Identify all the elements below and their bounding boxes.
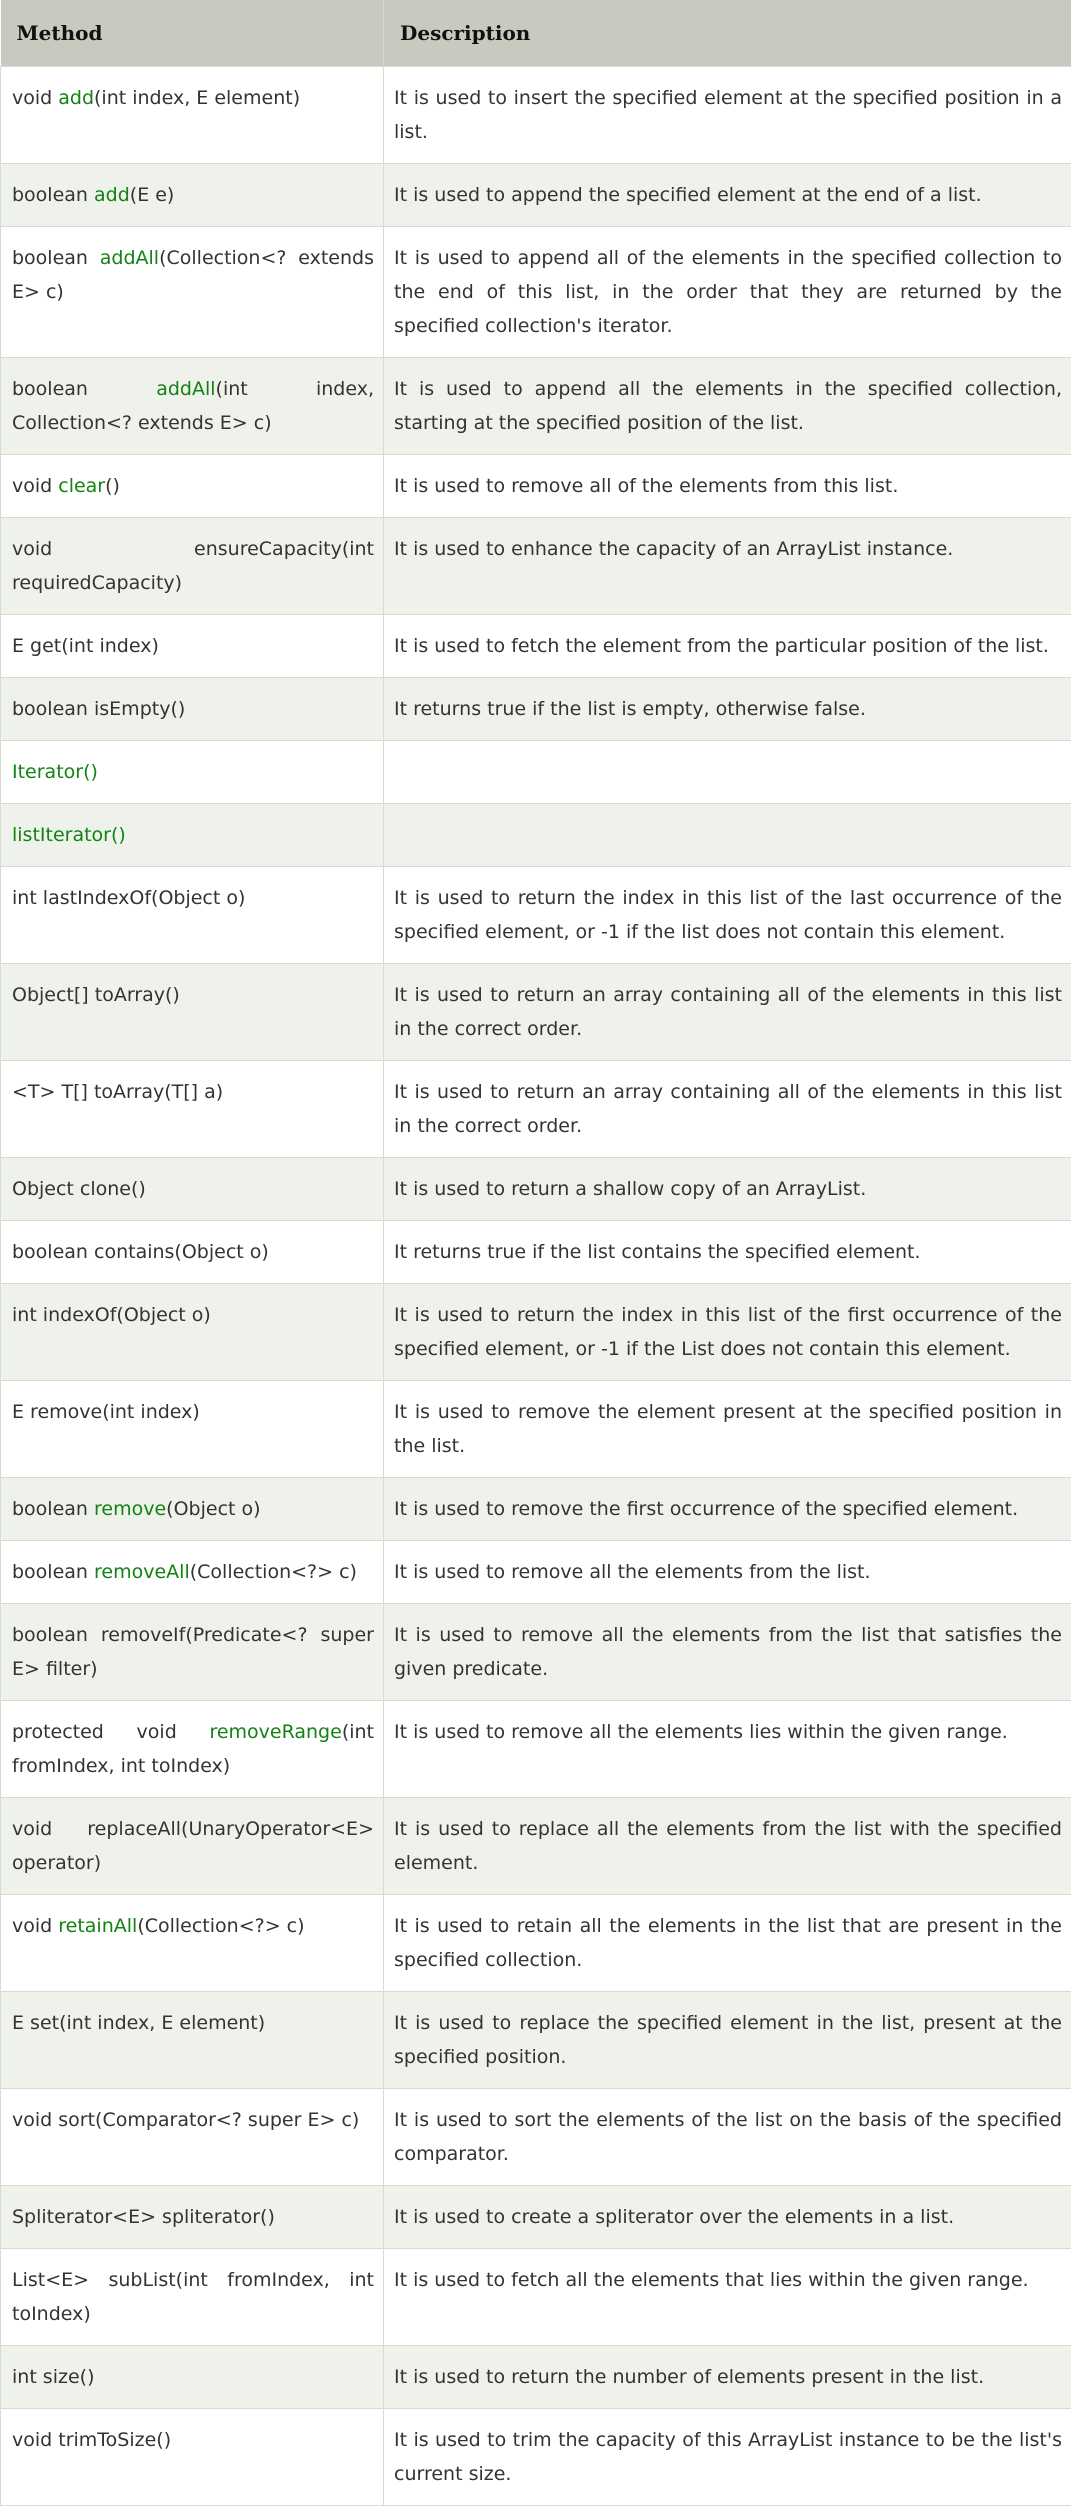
description-cell: It is used to enhance the capacity of an ArrayList instance. (384, 518, 1071, 615)
description-cell: It is used to return an array containing all of the elements in this list in the correct order. (384, 1061, 1071, 1158)
table-row (1, 164, 1071, 227)
description-cell: It is used to create a spliterator over the elements in a list. (384, 2186, 1071, 2249)
method-signature-prefix: int size() (12, 2366, 94, 2388)
method-cell (1, 455, 384, 518)
method-cell (1, 1992, 384, 2089)
method-signature-suffix: (Collection<?> c) (137, 1915, 304, 1937)
table-row (1, 455, 1071, 518)
method-cell (1, 2346, 384, 2409)
method-signature-prefix: boolean (12, 247, 100, 269)
method-signature-prefix: E remove(int index) (12, 1401, 200, 1423)
method-signature-suffix: (Object o) (166, 1498, 260, 1520)
method-signature-suffix: (int index, E element) (94, 87, 300, 109)
table-row (1, 2249, 1071, 2346)
description-cell: It returns true if the list is empty, otherwise false. (384, 678, 1071, 741)
method-name-link[interactable]: addAll (100, 247, 159, 269)
method-signature-prefix: boolean contains(Object o) (12, 1241, 269, 1263)
method-cell (1, 67, 384, 164)
description-cell: It is used to append the specified element at the end of a list. (384, 164, 1071, 227)
description-cell: It is used to remove all the elements from the list that satisfies the given predicate. (384, 1604, 1071, 1701)
method-signature-prefix: Spliterator<E> spliterator() (12, 2206, 275, 2228)
table-row (1, 2346, 1071, 2409)
method-name-link[interactable]: remove (94, 1498, 166, 1520)
table-header-row (1, 0, 1071, 67)
method-cell (1, 1284, 384, 1381)
method-cell (1, 358, 384, 455)
table-row (1, 804, 1071, 867)
description-cell: It is used to remove all the elements lies within the given range. (384, 1701, 1071, 1798)
method-cell (1, 804, 384, 867)
description-cell: It is used to fetch all the elements that lies within the given range. (384, 2249, 1071, 2346)
method-cell (1, 741, 384, 804)
method-signature-prefix: E set(int index, E element) (12, 2012, 265, 2034)
method-signature-prefix: boolean (12, 378, 156, 400)
method-cell (1, 1381, 384, 1478)
description-cell: It is used to remove all the elements from the list. (384, 1541, 1071, 1604)
description-cell (384, 804, 1071, 867)
method-cell (1, 2249, 384, 2346)
table-row (1, 1541, 1071, 1604)
method-signature-prefix: boolean (12, 1561, 94, 1583)
table-row (1, 867, 1071, 964)
table-row (1, 1604, 1071, 1701)
method-cell (1, 1604, 384, 1701)
table-row (1, 1061, 1071, 1158)
table-row (1, 1158, 1071, 1221)
method-cell (1, 1221, 384, 1284)
table-row (1, 615, 1071, 678)
description-cell: It is used to sort the elements of the list on the basis of the specified comparator. (384, 2089, 1071, 2186)
method-signature-prefix: boolean (12, 1498, 94, 1520)
method-signature-prefix: int lastIndexOf(Object o) (12, 887, 245, 909)
table-row (1, 2409, 1071, 2506)
method-cell (1, 227, 384, 358)
table-row (1, 518, 1071, 615)
method-cell (1, 2089, 384, 2186)
method-cell (1, 615, 384, 678)
description-cell: It is used to return a shallow copy of an ArrayList. (384, 1158, 1071, 1221)
description-cell: It returns true if the list contains the specified element. (384, 1221, 1071, 1284)
description-cell: It is used to trim the capacity of this ArrayList instance to be the list's current size. (384, 2409, 1071, 2506)
table-row (1, 1701, 1071, 1798)
method-cell (1, 518, 384, 615)
method-cell (1, 1158, 384, 1221)
table-row (1, 1381, 1071, 1478)
method-signature-prefix: E get(int index) (12, 635, 159, 657)
method-cell (1, 2186, 384, 2249)
method-signature-suffix: (int index, Collection<? extends E> c) (12, 378, 374, 434)
method-signature-suffix: (Collection<?> c) (190, 1561, 357, 1583)
method-signature-prefix: <T> T[] toArray(T[] a) (12, 1081, 223, 1103)
method-signature-suffix: (Collection<? extends E> c) (12, 247, 374, 303)
method-cell (1, 678, 384, 741)
method-signature-prefix: void (12, 1915, 58, 1937)
method-signature-suffix: () (105, 475, 120, 497)
method-name-link[interactable]: removeAll (94, 1561, 190, 1583)
method-signature-prefix: boolean removeIf(Predicate<? super E> filter) (12, 1624, 374, 1680)
method-name-link[interactable]: removeRange (209, 1721, 341, 1743)
table-row (1, 1221, 1071, 1284)
method-signature-prefix: List<E> subList(int fromIndex, int toIndex) (12, 2269, 374, 2325)
method-cell (1, 1061, 384, 1158)
method-cell (1, 2409, 384, 2506)
description-cell: It is used to append all the elements in the specified collection, starting at the specified position of the list. (384, 358, 1071, 455)
table-row (1, 2186, 1071, 2249)
method-signature-prefix: void (12, 475, 58, 497)
method-cell (1, 1798, 384, 1895)
description-cell: It is used to insert the specified element at the specified position in a list. (384, 67, 1071, 164)
method-name-link[interactable]: add (94, 184, 130, 206)
description-cell: It is used to remove the first occurrence of the specified element. (384, 1478, 1071, 1541)
description-cell: It is used to return the number of elements present in the list. (384, 2346, 1071, 2409)
method-cell (1, 1895, 384, 1992)
method-name-link[interactable]: listIterator() (12, 824, 126, 846)
table-row (1, 227, 1071, 358)
method-cell (1, 164, 384, 227)
method-signature-prefix: int indexOf(Object o) (12, 1304, 211, 1326)
method-cell (1, 1478, 384, 1541)
table-row (1, 678, 1071, 741)
method-signature-prefix: Object[] toArray() (12, 984, 180, 1006)
method-signature-prefix: void ensureCapacity(int requiredCapacity) (12, 538, 374, 594)
method-signature-suffix: (int fromIndex, int toIndex) (12, 1721, 374, 1777)
description-column-header: Description (384, 0, 1071, 67)
method-signature-prefix: boolean isEmpty() (12, 698, 185, 720)
method-name-link[interactable]: add (58, 87, 94, 109)
method-signature-prefix: void trimToSize() (12, 2429, 171, 2451)
method-cell (1, 964, 384, 1061)
method-name-link[interactable]: retainAll (58, 1915, 137, 1937)
description-cell: It is used to fetch the element from the particular position of the list. (384, 615, 1071, 678)
table-row (1, 1895, 1071, 1992)
description-cell: It is used to append all of the elements in the specified collection to the end of this list, in the order that they are returned by the specified collection's iterator. (384, 227, 1071, 358)
method-name-link[interactable]: Iterator() (12, 761, 98, 783)
description-cell: It is used to return the index in this list of the first occurrence of the specified element, or -1 if the List does not contain this element. (384, 1284, 1071, 1381)
description-cell: It is used to retain all the elements in the list that are present in the specified collection. (384, 1895, 1071, 1992)
description-cell: It is used to replace the specified element in the list, present at the specified position. (384, 1992, 1071, 2089)
table-row (1, 2089, 1071, 2186)
description-cell: It is used to remove all of the elements from this list. (384, 455, 1071, 518)
description-cell: It is used to replace all the elements from the list with the specified element. (384, 1798, 1071, 1895)
table-body (1, 67, 1071, 2506)
table-row (1, 964, 1071, 1061)
method-name-link[interactable]: addAll (156, 378, 215, 400)
method-signature-prefix: boolean (12, 184, 94, 206)
method-cell (1, 1701, 384, 1798)
table-row (1, 67, 1071, 164)
method-signature-prefix: void (12, 87, 58, 109)
method-signature-prefix: void replaceAll(UnaryOperator<E> operator) (12, 1818, 374, 1874)
table-row (1, 1284, 1071, 1381)
method-signature-prefix: Object clone() (12, 1178, 146, 1200)
table-row (1, 1992, 1071, 2089)
method-signature-prefix: void sort(Comparator<? super E> c) (12, 2109, 359, 2131)
description-cell: It is used to return the index in this list of the last occurrence of the specified element, or -1 if the list does not contain this element. (384, 867, 1071, 964)
method-column-header: Method (1, 0, 384, 67)
table-row (1, 1478, 1071, 1541)
description-cell: It is used to remove the element present at the specified position in the list. (384, 1381, 1071, 1478)
method-signature-prefix: protected void (12, 1721, 209, 1743)
table-row (1, 358, 1071, 455)
description-cell (384, 741, 1071, 804)
table-row (1, 741, 1071, 804)
method-cell (1, 1541, 384, 1604)
method-cell (1, 867, 384, 964)
table-row (1, 1798, 1071, 1895)
method-name-link[interactable]: clear (58, 475, 105, 497)
method-signature-suffix: (E e) (130, 184, 175, 206)
description-cell: It is used to return an array containing all of the elements in this list in the correct order. (384, 964, 1071, 1061)
